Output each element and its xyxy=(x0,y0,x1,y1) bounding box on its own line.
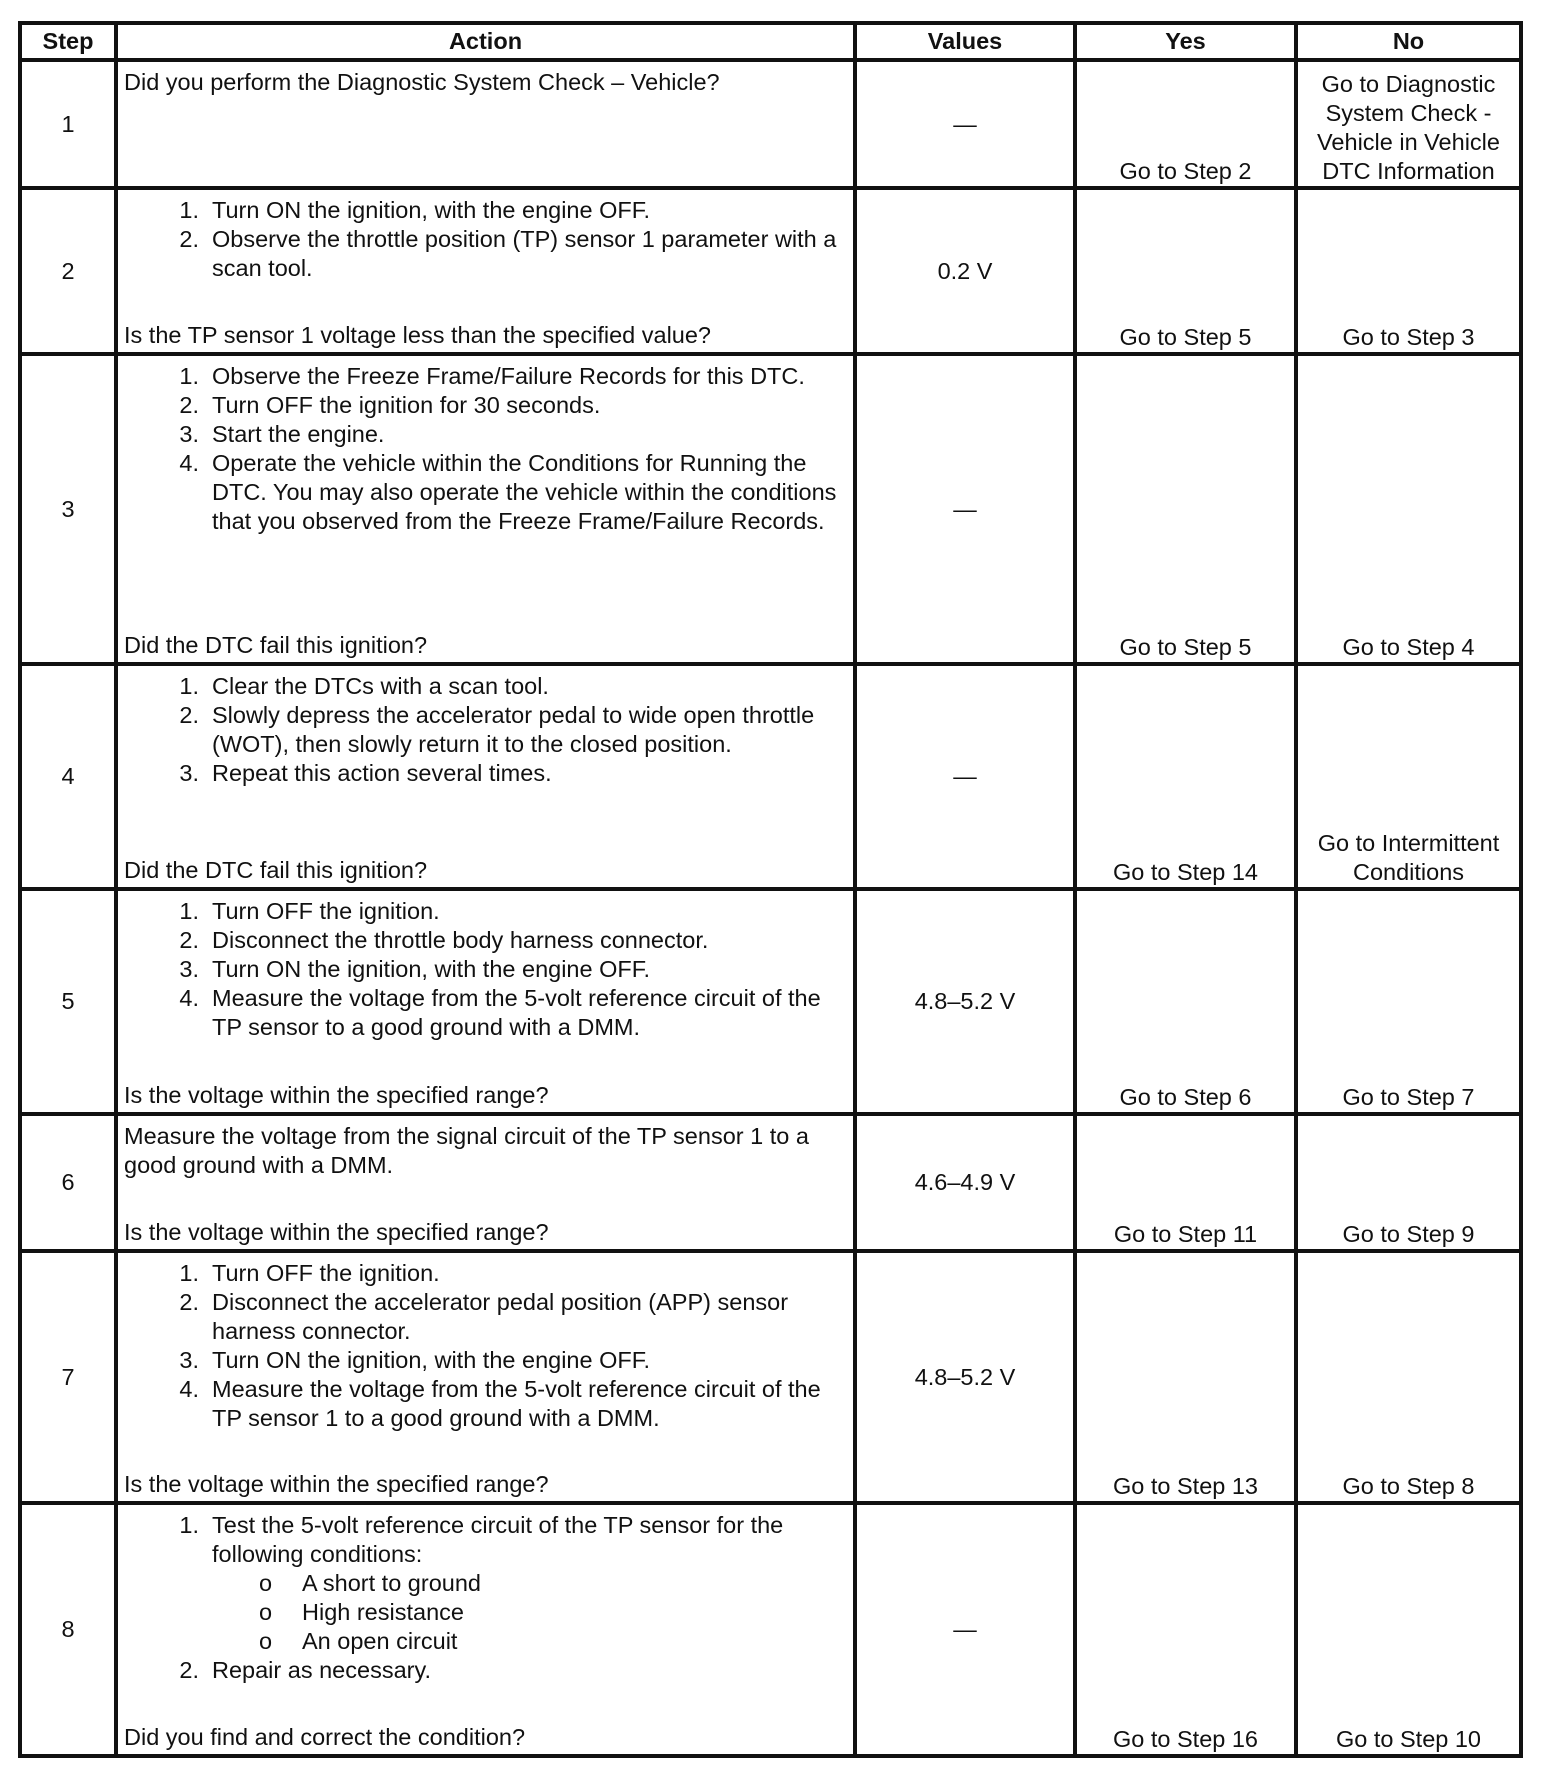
no-link[interactable]: Go to Intermittent Conditions xyxy=(1296,664,1521,889)
table-row xyxy=(20,188,1521,354)
yes-link[interactable]: Go to Step 14 xyxy=(1075,664,1296,889)
action-steps xyxy=(124,1259,847,1433)
value-cell: 4.8–5.2 V xyxy=(855,1251,1075,1503)
list-item: 4. Measure the voltage from the 5-volt reference circuit of the TP sensor 1 to a good ground with a DMM. xyxy=(179,1376,821,1431)
list-item: 2. Repair as necessary. xyxy=(179,1657,431,1683)
value-cell: 4.8–5.2 V xyxy=(855,889,1075,1114)
action-cell xyxy=(116,354,855,664)
table-row xyxy=(20,889,1521,1114)
condition-list xyxy=(124,1569,847,1656)
no-link[interactable]: Go to Step 3 xyxy=(1296,188,1521,354)
question-text: Did the DTC fail this ignition? xyxy=(124,857,428,883)
list-item: 2. Slowly depress the accelerator pedal to wide open throttle (WOT), then slowly return it to the closed position. xyxy=(179,702,815,757)
yes-link[interactable]: Go to Step 5 xyxy=(1075,354,1296,664)
step-number: 3 xyxy=(20,354,116,664)
step-number: 1 xyxy=(20,60,116,188)
list-item: 1. Turn OFF the ignition. xyxy=(179,1260,440,1286)
list-item: 2. Disconnect the accelerator pedal position (APP) sensor harness connector. xyxy=(179,1289,789,1344)
step-number: 4 xyxy=(20,664,116,889)
list-item: 1. Turn ON the ignition, with the engine OFF. xyxy=(179,197,651,223)
list-item: 2. Disconnect the throttle body harness connector. xyxy=(179,927,709,953)
yes-link[interactable]: Go to Step 2 xyxy=(1075,60,1296,188)
list-item: 3. Repeat this action several times. xyxy=(179,760,552,786)
list-item: 3. Turn ON the ignition, with the engine OFF. xyxy=(179,956,651,982)
step-number: 6 xyxy=(20,1114,116,1251)
list-item: o A short to ground xyxy=(259,1570,481,1596)
list-item: 4. Operate the vehicle within the Conditions for Running the DTC. You may also operate the vehicle within the conditions that you observed from the Freeze Frame/Failure Records. xyxy=(179,450,837,534)
action-cell xyxy=(116,889,855,1114)
list-item: 2. Observe the throttle position (TP) sensor 1 parameter with a scan tool. xyxy=(179,226,837,281)
question-text: Is the voltage within the specified range? xyxy=(124,1082,549,1108)
action-steps xyxy=(124,1656,847,1685)
list-item: o High resistance xyxy=(259,1599,464,1625)
list-item: 2. Turn OFF the ignition for 30 seconds. xyxy=(179,392,601,418)
yes-link[interactable]: Go to Step 11 xyxy=(1075,1114,1296,1251)
value-cell: — xyxy=(855,60,1075,188)
table-row xyxy=(20,1251,1521,1503)
table-row xyxy=(20,664,1521,889)
value-cell: — xyxy=(855,1503,1075,1756)
step-number: 5 xyxy=(20,889,116,1114)
step-number: 7 xyxy=(20,1251,116,1503)
action-cell xyxy=(116,1114,855,1251)
yes-link[interactable]: Go to Step 13 xyxy=(1075,1251,1296,1503)
action-steps xyxy=(124,196,847,283)
value-cell: — xyxy=(855,664,1075,889)
yes-link[interactable]: Go to Step 5 xyxy=(1075,188,1296,354)
action-cell xyxy=(116,60,855,188)
list-item: 1. Turn OFF the ignition. xyxy=(179,898,440,924)
yes-link[interactable]: Go to Step 16 xyxy=(1075,1503,1296,1756)
action-cell xyxy=(116,1251,855,1503)
action-cell xyxy=(116,188,855,354)
question-text: Is the TP sensor 1 voltage less than the specified value? xyxy=(124,322,711,348)
action-text: Measure the voltage from the signal circuit of the TP sensor 1 to a good ground with a DMM. xyxy=(124,1123,809,1178)
table-row xyxy=(20,1114,1521,1251)
yes-link[interactable]: Go to Step 6 xyxy=(1075,889,1296,1114)
list-item: 3. Start the engine. xyxy=(179,421,385,447)
list-item: o An open circuit xyxy=(259,1628,458,1654)
list-item: 3. Turn ON the ignition, with the engine OFF. xyxy=(179,1347,651,1373)
action-steps xyxy=(124,362,847,536)
table-row xyxy=(20,1503,1521,1756)
list-item: 4. Measure the voltage from the 5-volt reference circuit of the TP sensor to a good ground with a DMM. xyxy=(179,985,821,1040)
no-link[interactable]: Go to Step 4 xyxy=(1296,354,1521,664)
header-no: No xyxy=(1296,23,1521,60)
no-link[interactable]: Go to Step 10 xyxy=(1296,1503,1521,1756)
header-yes: Yes xyxy=(1075,23,1296,60)
value-cell: — xyxy=(855,354,1075,664)
action-steps xyxy=(124,1511,847,1569)
no-link[interactable]: Go to Diagnostic System Check - Vehicle in Vehicle DTC Information xyxy=(1296,60,1521,188)
header-values: Values xyxy=(855,23,1075,60)
table-row xyxy=(20,60,1521,188)
header-step: Step xyxy=(20,23,116,60)
question-text: Is the voltage within the specified range? xyxy=(124,1219,549,1245)
action-cell xyxy=(116,1503,855,1756)
question-text: Did you find and correct the condition? xyxy=(124,1724,526,1750)
no-link[interactable]: Go to Step 7 xyxy=(1296,889,1521,1114)
action-cell xyxy=(116,664,855,889)
question-text: Is the voltage within the specified range? xyxy=(124,1471,549,1497)
no-link[interactable]: Go to Step 9 xyxy=(1296,1114,1521,1251)
header-row xyxy=(20,23,1521,60)
value-cell: 0.2 V xyxy=(855,188,1075,354)
table-row xyxy=(20,354,1521,664)
action-text: Did you perform the Diagnostic System Check – Vehicle? xyxy=(124,69,720,95)
no-link[interactable]: Go to Step 8 xyxy=(1296,1251,1521,1503)
question-text: Did the DTC fail this ignition? xyxy=(124,632,428,658)
list-item: 1. Clear the DTCs with a scan tool. xyxy=(179,673,549,699)
value-cell: 4.6–4.9 V xyxy=(855,1114,1075,1251)
list-item: 1. Observe the Freeze Frame/Failure Records for this DTC. xyxy=(179,363,805,389)
step-number: 8 xyxy=(20,1503,116,1756)
diagnostic-table xyxy=(18,21,1523,1758)
action-steps xyxy=(124,672,847,788)
list-item: 1. Test the 5-volt reference circuit of the TP sensor for the following conditions: xyxy=(179,1512,784,1567)
header-action: Action xyxy=(116,23,855,60)
action-steps xyxy=(124,897,847,1042)
step-number: 2 xyxy=(20,188,116,354)
